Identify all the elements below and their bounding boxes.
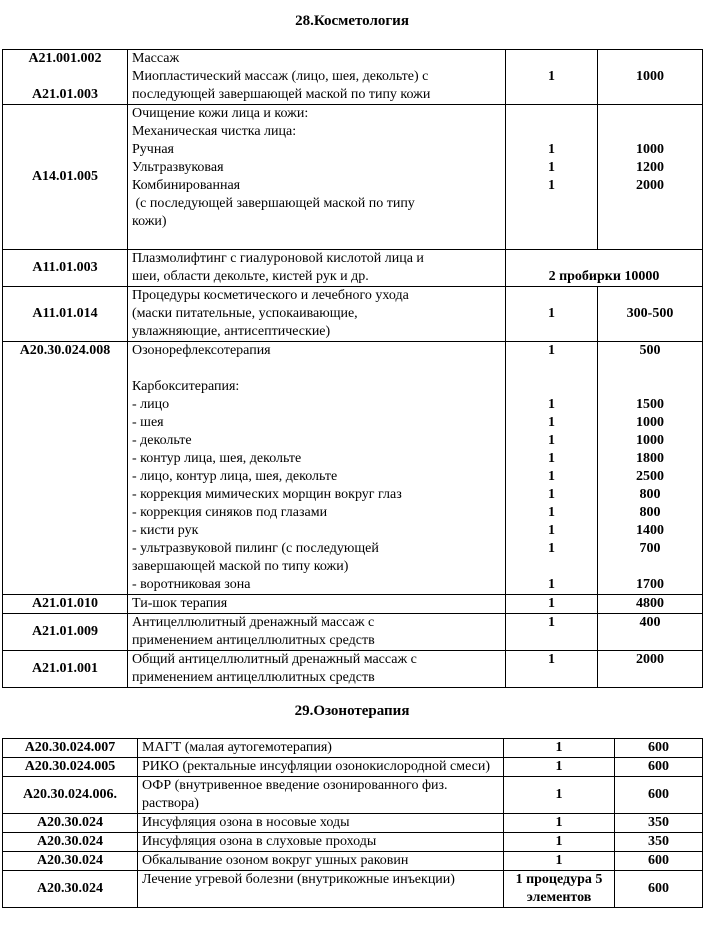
- service-description: РИКО (ректальные инсуфляции озонокислородной смеси): [138, 758, 504, 777]
- table-row: [3, 852, 703, 871]
- service-combined-price: 2 пробирки 10000: [506, 250, 703, 287]
- service-price: 2000: [598, 651, 703, 688]
- service-quantity: 1 1 1 1 1 1 1 1 1 1 1: [506, 342, 598, 595]
- service-price: 500 1500 1000 1000 1800 2500 800 800 1400 700 1700: [598, 342, 703, 595]
- section-title-cosmetology: 28.Косметология: [295, 13, 409, 29]
- service-code: A11.01.014: [3, 287, 128, 342]
- ozone-therapy-table: [2, 738, 703, 908]
- table-row: [3, 342, 703, 595]
- service-code: A20.30.024.005: [3, 758, 138, 777]
- service-quantity: 1: [504, 814, 615, 833]
- service-price: 600: [615, 871, 703, 908]
- service-description: ОФР (внутривенное введение озонированного физ. раствора): [138, 777, 504, 814]
- service-quantity: 1: [504, 758, 615, 777]
- service-quantity: 1: [506, 595, 598, 614]
- service-quantity: 1 процедура 5 элементов: [504, 871, 615, 908]
- service-description: Общий антицеллюлитный дренажный массаж с применением антицеллюлитных средств: [128, 651, 506, 688]
- service-description: Лечение угревой болезни (внутрикожные инъекции): [138, 871, 504, 908]
- service-description: Обкалывание озоном вокруг ушных раковин: [138, 852, 504, 871]
- service-quantity: 1: [506, 287, 598, 342]
- service-quantity: 1: [506, 50, 598, 105]
- service-code: A11.01.003: [3, 250, 128, 287]
- table-row: [3, 871, 703, 908]
- service-code: A20.30.024.008: [3, 342, 128, 595]
- service-price: 350: [615, 833, 703, 852]
- service-code: A21.01.009: [3, 614, 128, 651]
- service-quantity: 1 1 1: [506, 105, 598, 250]
- table-row: [3, 595, 703, 614]
- table-row: [3, 758, 703, 777]
- service-quantity: 1: [506, 614, 598, 651]
- service-code: A20.30.024: [3, 833, 138, 852]
- cosmetology-table: [2, 49, 703, 688]
- service-price: 350: [615, 814, 703, 833]
- service-code: A20.30.024: [3, 871, 138, 908]
- service-code: A20.30.024: [3, 814, 138, 833]
- table-row: [3, 739, 703, 758]
- service-quantity: 1: [504, 739, 615, 758]
- service-description: Инсуфляция озона в слуховые проходы: [138, 833, 504, 852]
- service-quantity: 1: [506, 651, 598, 688]
- service-quantity: 1: [504, 833, 615, 852]
- table-row: [3, 287, 703, 342]
- service-code: A21.01.010: [3, 595, 128, 614]
- service-price: 600: [615, 758, 703, 777]
- service-quantity: 1: [504, 777, 615, 814]
- table-row: [3, 614, 703, 651]
- service-description: Очищение кожи лица и кожи: Механическая чистка лица: Ручная Ультразвуковая Комбинированная (с последующей завершающей маской по типу кожи): [128, 105, 506, 250]
- service-description: Плазмолифтинг с гиалуроновой кислотой лица и шеи, области декольте, кистей рук и др.: [128, 250, 506, 287]
- table-row: [3, 651, 703, 688]
- service-description: Ти-шок терапия: [128, 595, 506, 614]
- service-description: Озонорефлексотерапия Карбокситерапия: - лицо - шея - декольте - контур лица, шея, декольте - лицо, контур лица, шея, декольте - коррекция мимических морщин вокруг глаз - коррекция синяков под глазами - кисти рук - ультразвуковой пилинг (с последующей завершающей маской по типу кожи) - воротниковая зона: [128, 342, 506, 595]
- service-code: A14.01.005: [3, 105, 128, 250]
- service-price: 400: [598, 614, 703, 651]
- service-code: A20.30.024: [3, 852, 138, 871]
- service-code: A21.01.001: [3, 651, 128, 688]
- table-row: [3, 777, 703, 814]
- service-code: A20.30.024.006.: [3, 777, 138, 814]
- table-row: [3, 833, 703, 852]
- service-code: A21.001.002 A21.01.003: [3, 50, 128, 105]
- table-row: [3, 250, 703, 287]
- table-row: [3, 814, 703, 833]
- service-price: 600: [615, 852, 703, 871]
- service-description: Инсуфляция озона в носовые ходы: [138, 814, 504, 833]
- service-quantity: 1: [504, 852, 615, 871]
- table-row: [3, 50, 703, 105]
- table-row: [3, 105, 703, 250]
- service-price: 1000 1200 2000: [598, 105, 703, 250]
- service-description: Процедуры косметического и лечебного ухода (маски питательные, успокаивающие, увлажняющие, антисептические): [128, 287, 506, 342]
- service-description: Антицеллюлитный дренажный массаж с применением антицеллюлитных средств: [128, 614, 506, 651]
- service-description: Массаж Миопластический массаж (лицо, шея, декольте) с последующей завершающей маской по типу кожи: [128, 50, 506, 105]
- service-price: 4800: [598, 595, 703, 614]
- service-code: A20.30.024.007: [3, 739, 138, 758]
- service-price: 1000: [598, 50, 703, 105]
- section-title-ozone-therapy: 29.Озонотерапия: [294, 703, 410, 719]
- service-price: 300-500: [598, 287, 703, 342]
- service-price: 600: [615, 739, 703, 758]
- service-price: 600: [615, 777, 703, 814]
- service-description: МАГТ (малая аутогемотерапия): [138, 739, 504, 758]
